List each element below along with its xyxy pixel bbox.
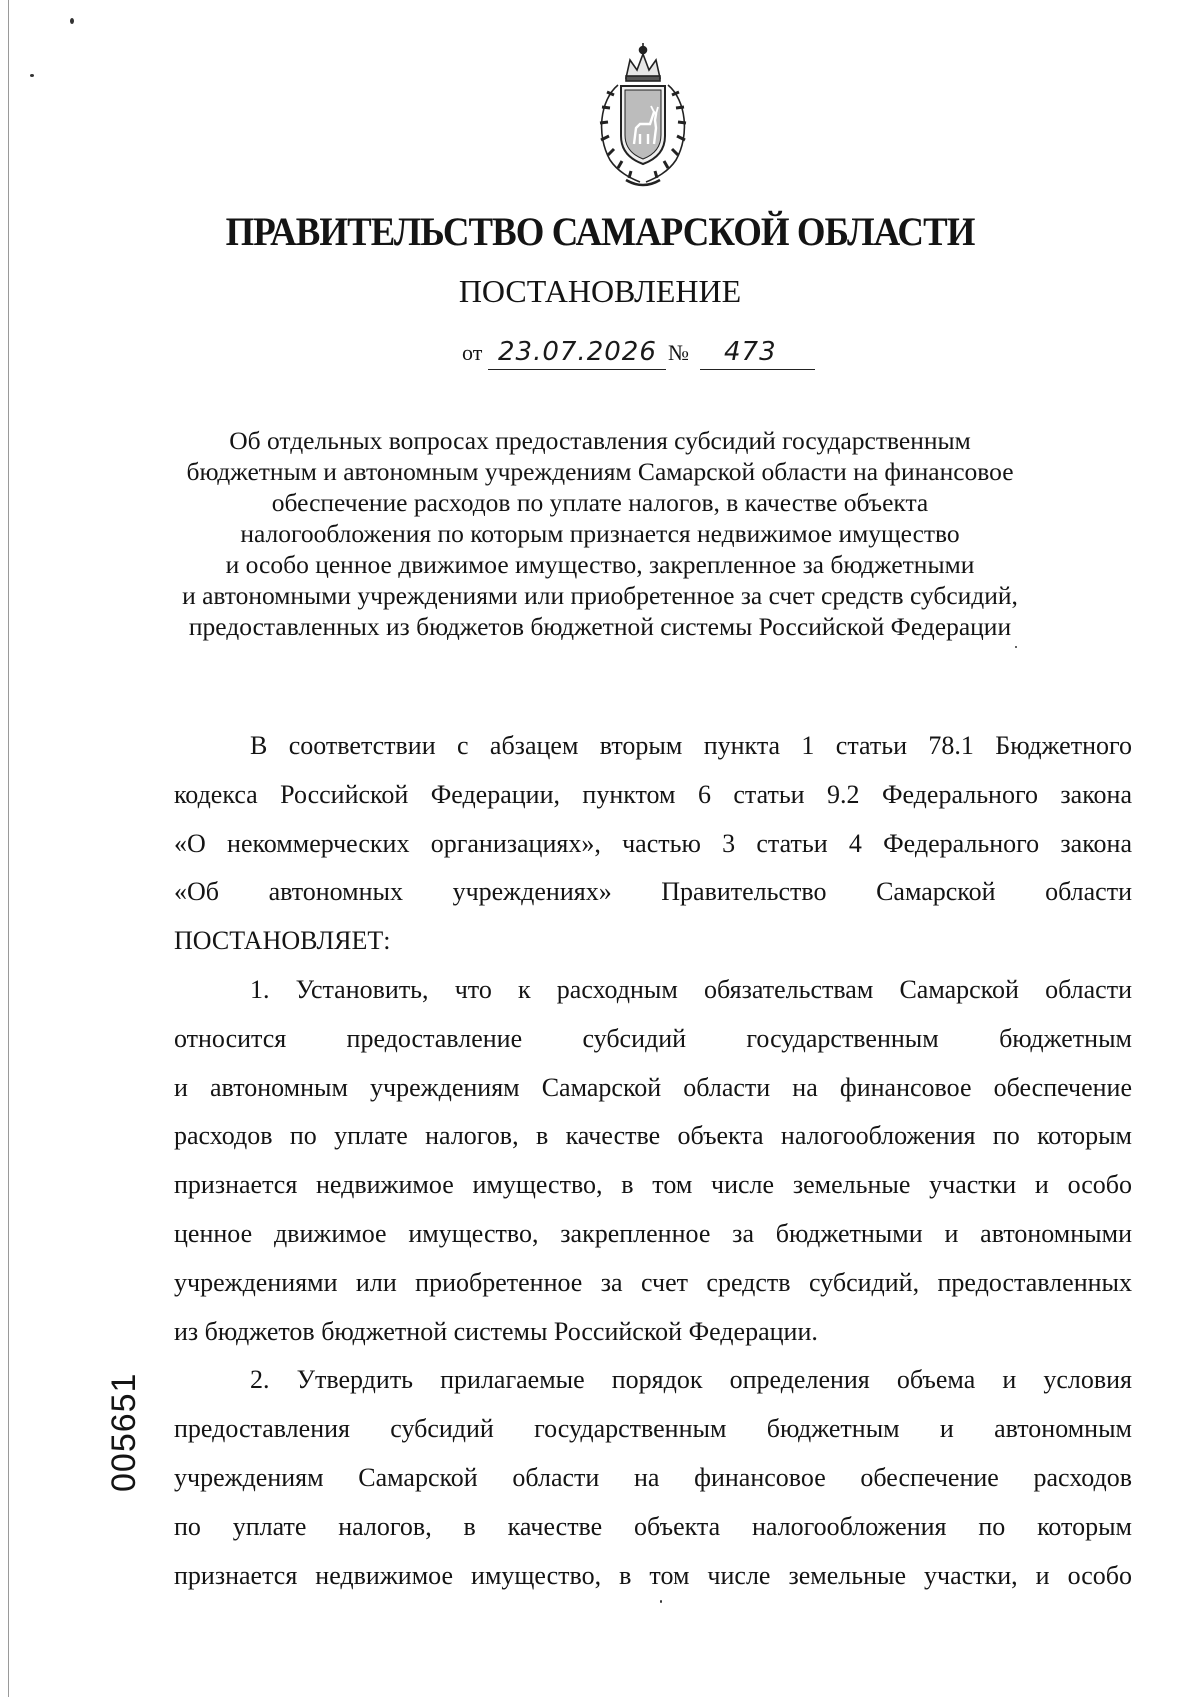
preamble-line: «О некоммерческих организациях», частью 3 статьи 4 Федерального закона [174, 828, 1132, 858]
item1-line: 1. Установить, что к расходным обязательствам Самарской области [250, 974, 1132, 1004]
item1-line: расходов по уплате налогов, в качестве объекта налогообложения по которым [174, 1121, 1132, 1151]
preamble-line: В соответствии с абзацем вторым пункта 1 статьи 78.1 Бюджетного [250, 731, 1132, 760]
handwritten-date: 23.07.2026 [498, 337, 657, 367]
number-label: № [668, 340, 689, 365]
subject-line: обеспечение расходов по уплате налогов, в качестве объекта [271, 488, 929, 517]
item2-line: по уплате налогов, в качестве объекта налогообложения по которым [174, 1511, 1132, 1541]
item1-line: из бюджетов бюджетной системы Российской Федерации. [174, 1316, 818, 1346]
item1-line: относится предоставление субсидий государственным бюджетным [174, 1023, 1132, 1053]
scan-speck [70, 18, 74, 24]
date-underline [488, 369, 666, 371]
scan-speck [660, 1600, 662, 1603]
number-underline [700, 369, 815, 371]
document-type: ПОСТАНОВЛЕНИЕ [458, 273, 742, 309]
scan-edge [8, 0, 9, 1697]
item1-line: учреждениями или приобретенное за счет средств субсидий, предоставленных [174, 1267, 1132, 1297]
scan-speck [30, 74, 34, 77]
date-number-line [462, 330, 862, 370]
item2-line: учреждениям Самарской области на финансовое обеспечение расходов [174, 1462, 1132, 1492]
preamble-line: «Об автономных учреждениях» Правительство Самарской области [174, 877, 1132, 907]
item1-line: ценное движимое имущество, закрепленное за бюджетными и автономными [174, 1218, 1132, 1248]
subject-line: налогообложения по которым признается недвижимое имущество [240, 519, 960, 548]
subject-line: предоставленных из бюджетов бюджетной системы Российской Федерации [188, 612, 1012, 641]
scan-speck [1015, 646, 1017, 648]
handwritten-number: 473 [724, 337, 777, 367]
registration-stamp: 005651 [105, 1372, 143, 1492]
item1-line: признается недвижимое имущество, в том числе земельные участки и особо [174, 1170, 1132, 1200]
subject-line: и особо ценное движимое имущество, закрепленное за бюджетными [225, 550, 975, 579]
organization-title: ПРАВИТЕЛЬСТВО САМАРСКОЙ ОБЛАСТИ [225, 209, 975, 254]
subject-line: бюджетным и автономным учреждениям Самарской области на финансовое [186, 457, 1014, 486]
item2-line: признается недвижимое имущество, в том числе земельные участки, и особо [174, 1560, 1132, 1590]
item2-line: 2. Утвердить прилагаемые порядок определения объема и условия [250, 1365, 1132, 1395]
preamble-line: ПОСТАНОВЛЯЕТ: [174, 926, 391, 956]
document-subject [150, 425, 1050, 642]
item1-line: и автономным учреждениям Самарской области на финансовое обеспечение [174, 1072, 1132, 1102]
coat-of-arms-icon [588, 40, 698, 190]
document-body [174, 722, 1132, 1600]
date-prefix: от [462, 340, 483, 365]
item2-line: предоставления субсидий государственным бюджетным и автономным [174, 1414, 1132, 1444]
subject-line: Об отдельных вопросах предоставления субсидий государственным [229, 426, 971, 455]
preamble-line: кодекса Российской Федерации, пунктом 6 статьи 9.2 Федерального закона [174, 779, 1132, 809]
subject-line: и автономными учреждениями или приобретенное за счет средств субсидий, [182, 581, 1018, 610]
